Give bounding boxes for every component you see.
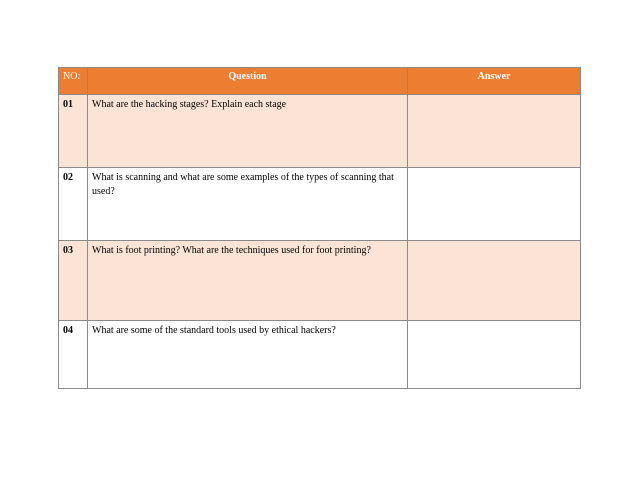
- header-answer: Answer: [408, 68, 581, 95]
- question-cell: What is foot printing? What are the techniques used for foot printing?: [88, 241, 408, 321]
- row-number: 02: [59, 168, 88, 241]
- row-number: 03: [59, 241, 88, 321]
- table-row: [59, 95, 581, 168]
- row-number: 01: [59, 95, 88, 168]
- header-question: Question: [88, 68, 408, 95]
- row-number: 04: [59, 321, 88, 389]
- question-table: [58, 67, 581, 389]
- table-row: [59, 241, 581, 321]
- answer-cell[interactable]: [408, 241, 581, 321]
- question-cell: What is scanning and what are some examples of the types of scanning that used?: [88, 168, 408, 241]
- answer-cell[interactable]: [408, 321, 581, 389]
- question-cell: What are the hacking stages? Explain each stage: [88, 95, 408, 168]
- answer-cell[interactable]: [408, 95, 581, 168]
- header-no: NO:: [59, 68, 88, 95]
- table-header-row: [59, 68, 581, 95]
- table-row: [59, 321, 581, 389]
- table-row: [59, 168, 581, 241]
- question-cell: What are some of the standard tools used by ethical hackers?: [88, 321, 408, 389]
- answer-cell[interactable]: [408, 168, 581, 241]
